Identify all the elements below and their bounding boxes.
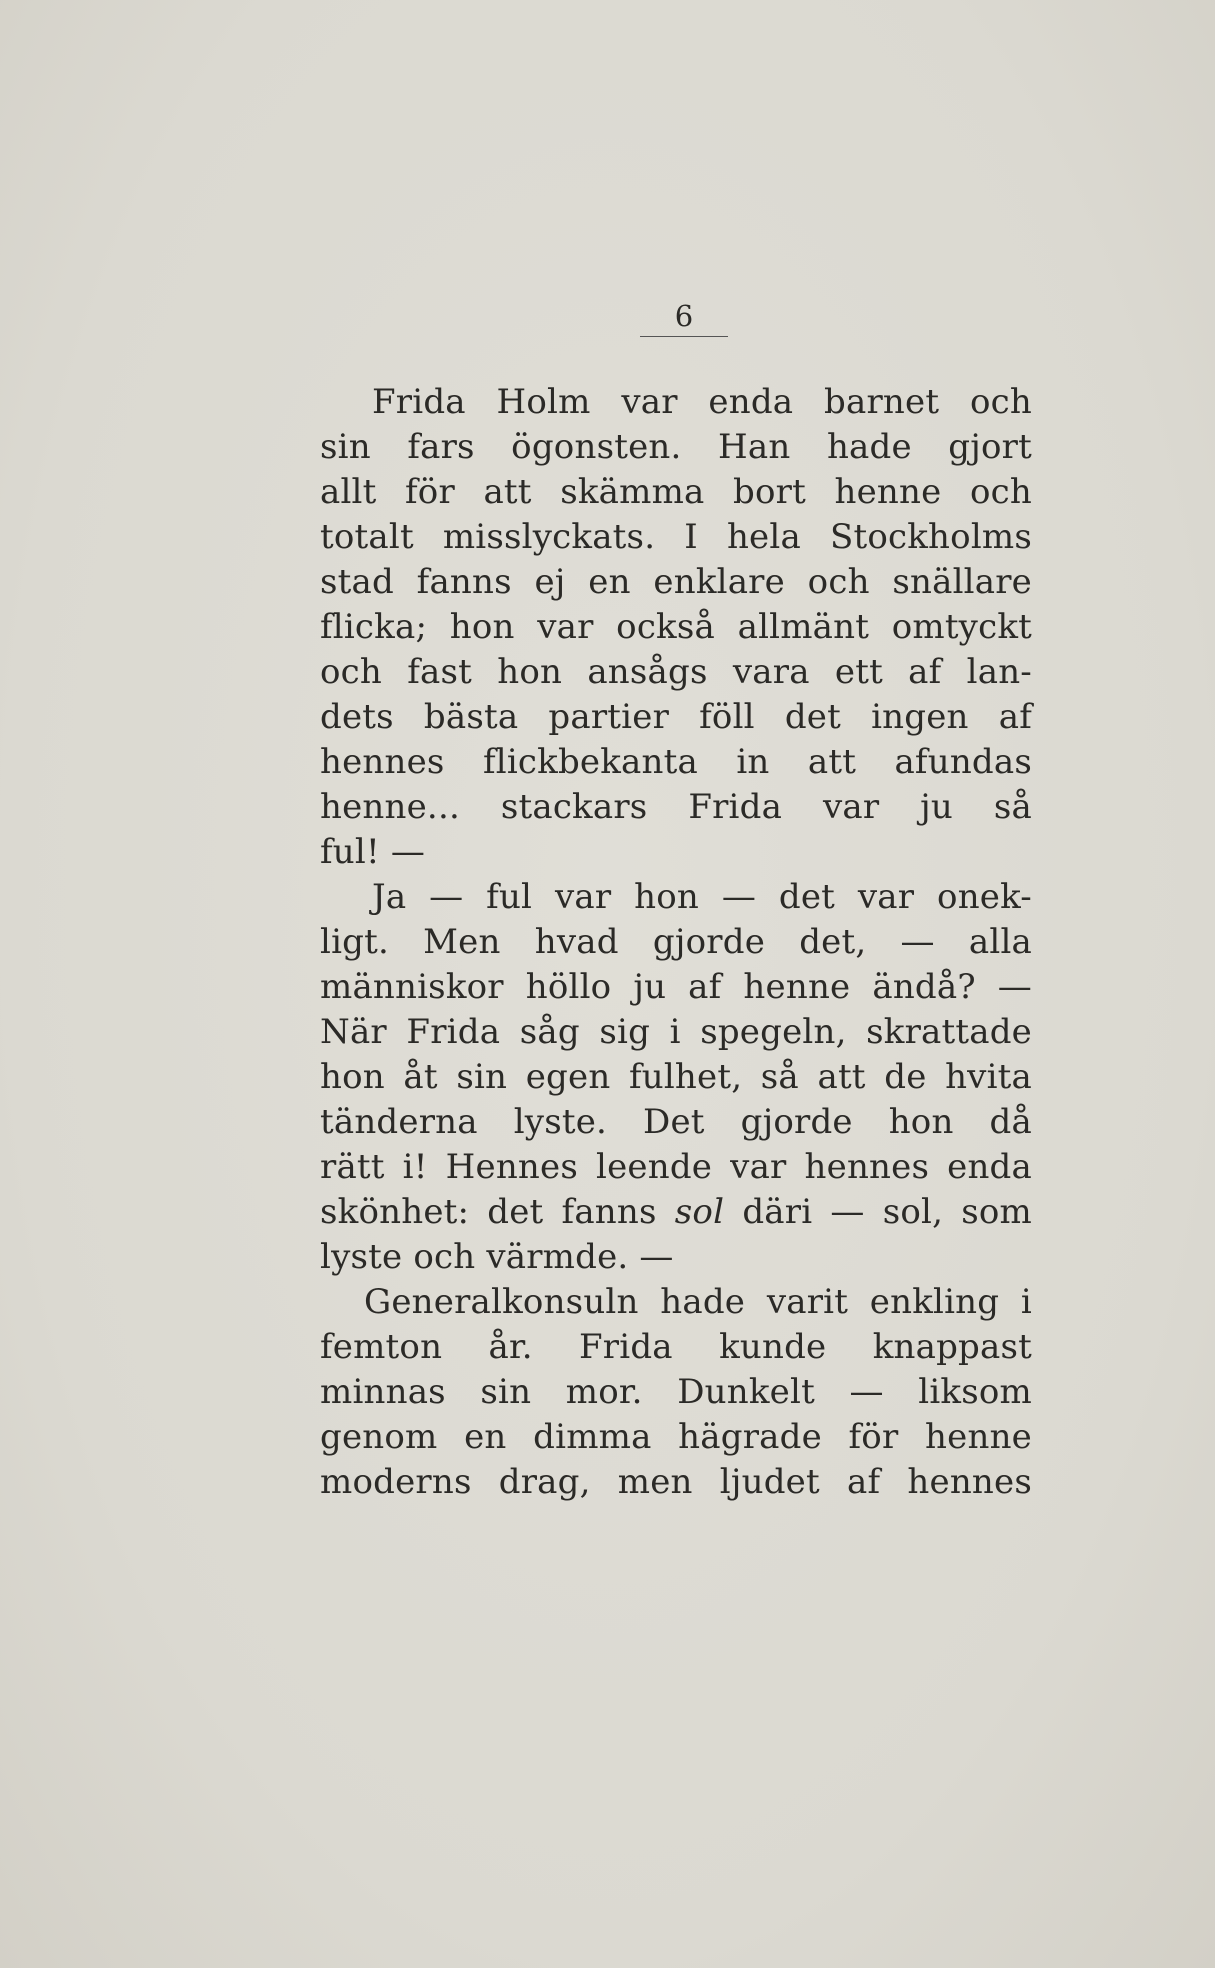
italic-word: sol (674, 1192, 725, 1232)
text-line: tänderna lyste. Det gjorde hon då (320, 1102, 1032, 1142)
text-line: allt för att skämma bort henne och (320, 472, 1032, 512)
text-line: ful! — (320, 832, 426, 872)
text-line: lyste och värmde. — (320, 1237, 674, 1277)
text-line: moderns drag, men ljudet af hennes (320, 1462, 1032, 1502)
text-line: minnas sin mor. Dunkelt — liksom (320, 1372, 1032, 1412)
text-line: totalt misslyckats. I hela Stockholms (320, 517, 1032, 557)
text-segment: skönhet: det fanns (320, 1192, 657, 1232)
text-line: Frida Holm var enda barnet och (372, 382, 1032, 422)
text-line: och fast hon ansågs vara ett af lan- (320, 652, 1032, 692)
text-line: rätt i! Hennes leende var hennes enda (320, 1147, 1032, 1187)
text-line: stad fanns ej en enklare och snällare (320, 562, 1032, 602)
text-segment: däri — sol, som (742, 1192, 1032, 1232)
text-line: hennes flickbekanta in att afundas (320, 742, 1032, 782)
text-line: När Frida såg sig i spegeln, skrattade (320, 1012, 1032, 1052)
text-line: sin fars ögonsten. Han hade gjort (320, 427, 1032, 467)
page-number: 6 (640, 298, 728, 337)
text-line-with-italic (320, 1190, 1032, 1235)
text-line: ligt. Men hvad gjorde det, — alla (320, 922, 1032, 962)
text-line: människor höllo ju af henne ändå? — (320, 967, 1032, 1007)
body-text (320, 380, 1032, 1505)
text-line: dets bästa partier föll det ingen af (320, 697, 1032, 737)
text-line: Ja — ful var hon — det var onek- (372, 877, 1032, 917)
text-line: hon åt sin egen fulhet, så att de hvita (320, 1057, 1032, 1097)
text-line: Generalkonsuln hade varit enkling i (364, 1282, 1032, 1322)
text-line: genom en dimma hägrade för henne (320, 1417, 1032, 1457)
text-line: henne... stackars Frida var ju så (320, 787, 1032, 827)
text-line: flicka; hon var också allmänt omtyckt (320, 607, 1032, 647)
text-line: femton år. Frida kunde knappast (320, 1327, 1032, 1367)
